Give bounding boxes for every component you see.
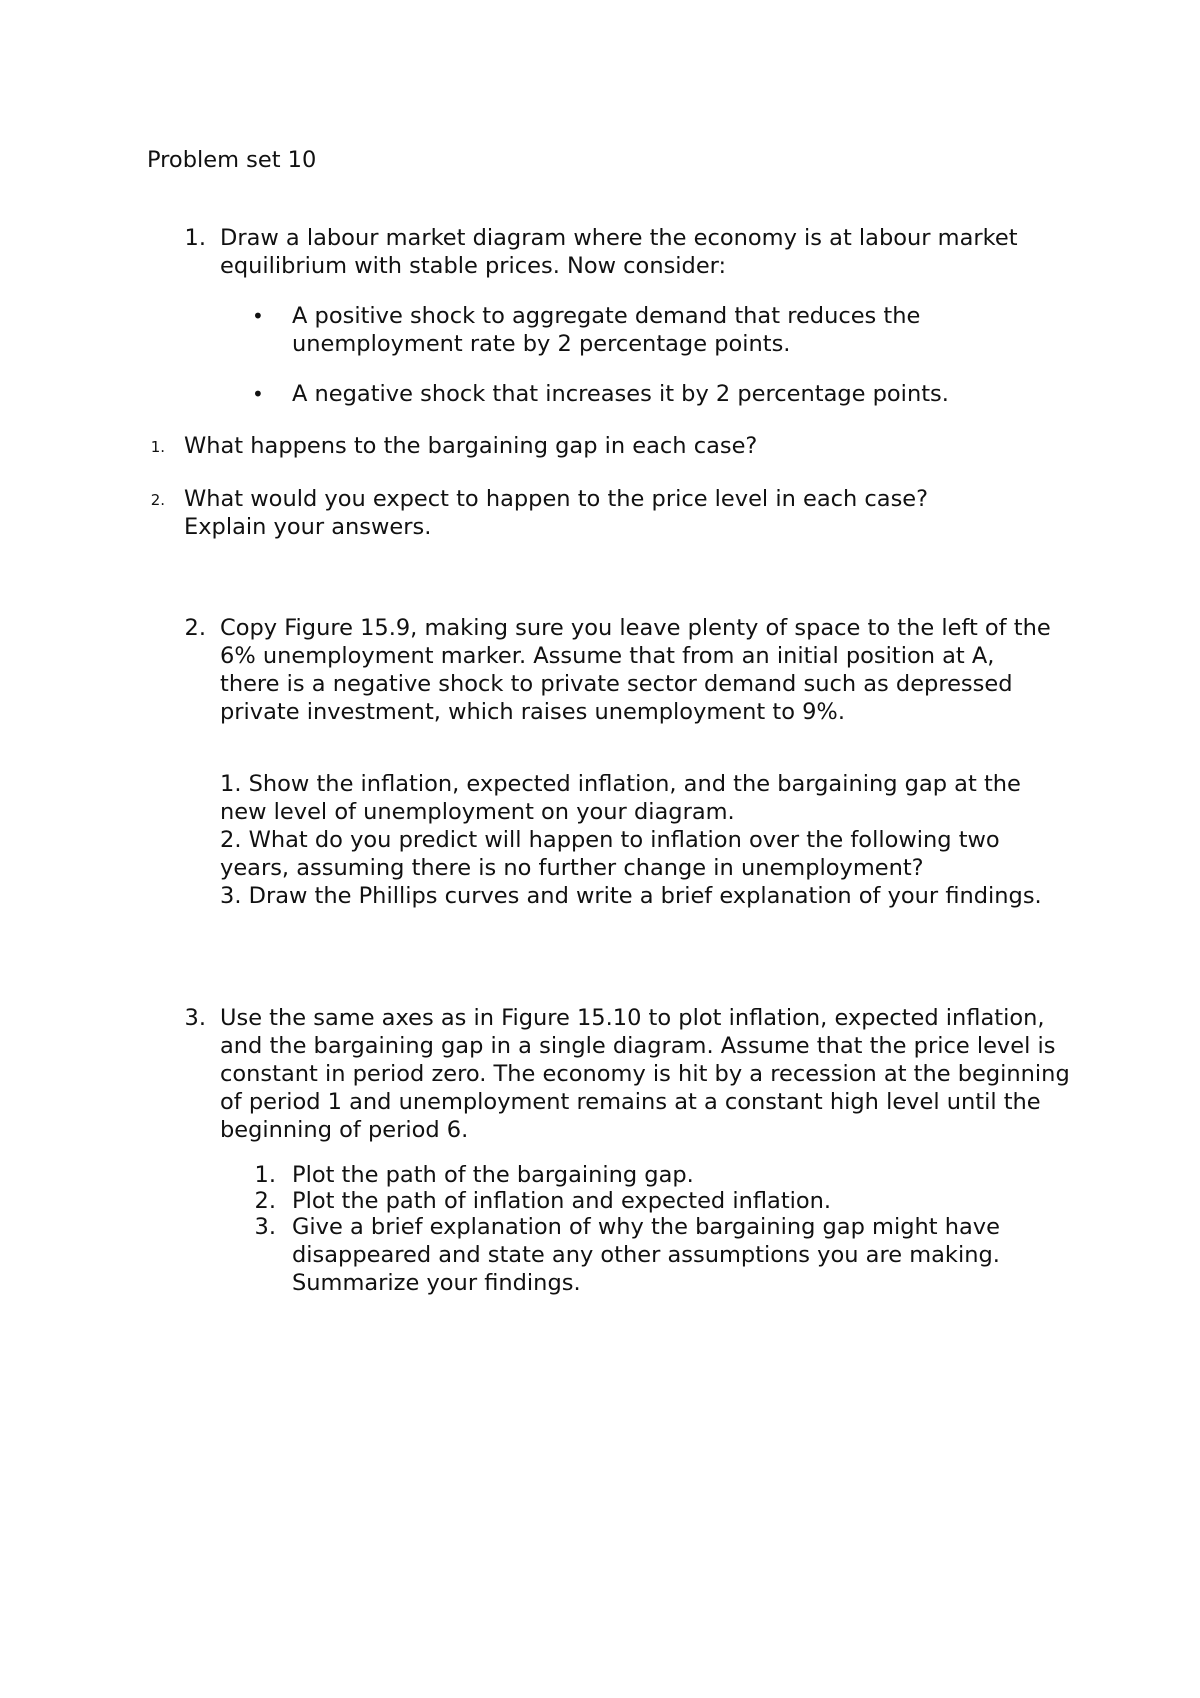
question-text: Use the same axes as in Figure 15.10 to plot inflation, expected inflation, and the bargaining gap in a single diagram. Assume that the price level is constant in period zero. The economy is hit by a recession at the beginning of period 1 and unemployment remains at a constant high level until the beginning of period 6. <box>220 1005 1070 1143</box>
bullet-text: A negative shock that increases it by 2 percentage points. <box>292 381 949 407</box>
sub-question-number: 1. <box>150 438 165 456</box>
sub-question-text: Give a brief explanation of why the bargaining gap might have disappeared and state any other assumptions you are making. Summarize your findings. <box>292 1214 1000 1296</box>
sub-question-number: 2. <box>254 1188 276 1214</box>
sub-question-text: 1. Show the inflation, expected inflation, and the bargaining gap at the new level of unemployment on your diagram. <box>220 771 1021 825</box>
sub-question-text: What happens to the bargaining gap in each case? <box>184 433 758 459</box>
sub-question-text: Plot the path of the bargaining gap. <box>292 1162 694 1188</box>
question-number: 1. <box>184 225 206 251</box>
question-text: Draw a labour market diagram where the economy is at labour market equilibrium with stable prices. Now consider: <box>220 225 1018 279</box>
question-number: 3. <box>184 1005 206 1031</box>
sub-question-text: What would you expect to happen to the price level in each case? Explain your answers. <box>184 486 929 540</box>
sub-question-text: 2. What do you predict will happen to inflation over the following two years, assuming there is no further change in unemployment? <box>220 827 1000 881</box>
bullet-glyph: • <box>252 382 264 406</box>
question-text: Copy Figure 15.9, making sure you leave plenty of space to the left of the 6% unemployment marker. Assume that from an initial position at A, there is a negative shock to private sector demand such as depressed private investment, which raises unemployment to 9%. <box>220 615 1051 725</box>
question-number: 2. <box>184 615 206 641</box>
sub-question-number: 2. <box>150 491 165 509</box>
sub-question-list <box>220 770 1060 910</box>
sub-question-number: 3. <box>254 1214 276 1240</box>
bullet-text: A positive shock to aggregate demand that reduces the unemployment rate by 2 percentage points. <box>292 303 921 357</box>
sub-question-text: Plot the path of inflation and expected inflation. <box>292 1188 832 1214</box>
sub-question-text: 3. Draw the Phillips curves and write a brief explanation of your findings. <box>220 883 1042 909</box>
bullet-glyph: • <box>252 304 264 328</box>
sub-question-number: 1. <box>254 1162 276 1188</box>
document-title: Problem set 10 <box>147 147 317 173</box>
